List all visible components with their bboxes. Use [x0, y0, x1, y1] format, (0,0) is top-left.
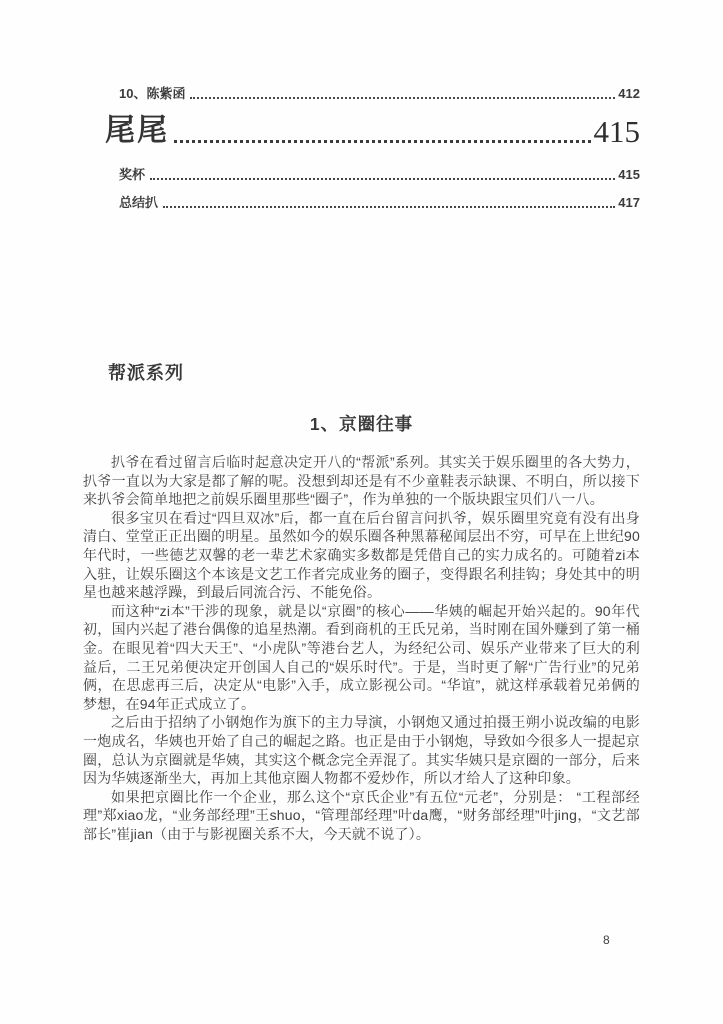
paragraph: 而这种“zi本”干涉的现象，就是以“京圈”的核心——华姨的崛起开始兴起的。90年代初，国内兴起了港台偶像的追星热潮。看到商机的王氏兄弟，当时刚在国外赚到了第一桶金。在眼见着“四大天王”、“小虎队”等港台艺人，为经纪公司、娱乐产业带来了巨大的利益后，二王兄弟便决定开创国人自己的“娱乐时代”。于是，当时更了解“广告行业”的兄弟俩，在思虑再三后，决定从“电影”入手，成立影视公司。“华谊”，就这样承载着兄弟俩的梦想，在94年正式成立了。 [83, 602, 640, 712]
table-of-contents [83, 0, 640, 211]
paragraph: 之后由于招纳了小钢炮作为旗下的主力导演，小钢炮又通过拍摄王朔小说改编的电影一炮成名，华姨也开始了自己的崛起之路。也正是由于小钢炮，导致如今很多人一提起京圈，总认为京圈就是华姨，其实这个概念完全弄混了。其实华姨只是京圈的一部分，后来因为华姨逐渐坐大，再加上其他京圈人物都不爱炒作，所以才给人了这种印象。 [83, 714, 640, 787]
toc-label: 总结扒 [119, 195, 159, 210]
page-number: 8 [603, 933, 610, 947]
series-title: 帮派系列 [108, 363, 184, 383]
toc-page-number: 415 [618, 167, 640, 182]
toc-page-number: 415 [593, 114, 640, 149]
toc-page-number: 417 [618, 195, 640, 210]
toc-label: 10、陈紫函 [119, 86, 186, 101]
toc-page-number: 412 [618, 86, 640, 101]
dot-leader [150, 178, 615, 180]
paragraph: 扒爷在看过留言后临时起意决定开八的“帮派”系列。其实关于娱乐圈里的各大势力，扒爷一直以为大家是都了解的呢。没想到却还是有不少童鞋表示缺课、不明白，所以接下来扒爷会简单地把之前娱乐圈里那些“圈子”，作为单独的一个版块跟宝贝们八一八。 [83, 454, 640, 508]
paragraph: 很多宝贝在看过“四旦双冰”后，都一直在后台留言问扒爷，娱乐圈里究竟有没有出身清白、堂堂正正出圈的明星。虽然如今的娱乐圈各种黑幕秘闻层出不穷，可早在上世纪90年代时，一些德艺双馨的老一辈艺术家确实多数都是凭借自己的实力成名的。可随着zi本入驻，让娱乐圈这个本该是文艺工作者完成业务的圈子，变得跟名利挂钩；身处其中的明星也越来越浮躁，到最后同流合污、不能免俗。 [83, 509, 640, 601]
paragraph: 如果把京圈比作一个企业，那么这个“京氏企业”有五位“元老”，分别是： “工程部经理”郑xiao龙，“业务部经理”王shuo，“管理部经理”叶da鹰，“财务部经理”叶jing，“文艺部部长”崔jian（由于与影视圈关系不大，今天就不说了）。 [83, 788, 640, 842]
chapter-heading: 1、京圈往事 [309, 414, 414, 434]
toc-entry-chapter [83, 111, 640, 151]
dot-leader [163, 206, 615, 208]
toc-entry [83, 167, 640, 183]
toc-entry [83, 195, 640, 211]
chapter-body [83, 453, 640, 843]
dot-leader [190, 97, 615, 99]
page-content [83, 0, 640, 843]
toc-label: 奖杯 [119, 167, 146, 182]
toc-entry [83, 86, 640, 102]
dot-leader [174, 140, 591, 143]
toc-label: 尾尾 [105, 114, 169, 147]
